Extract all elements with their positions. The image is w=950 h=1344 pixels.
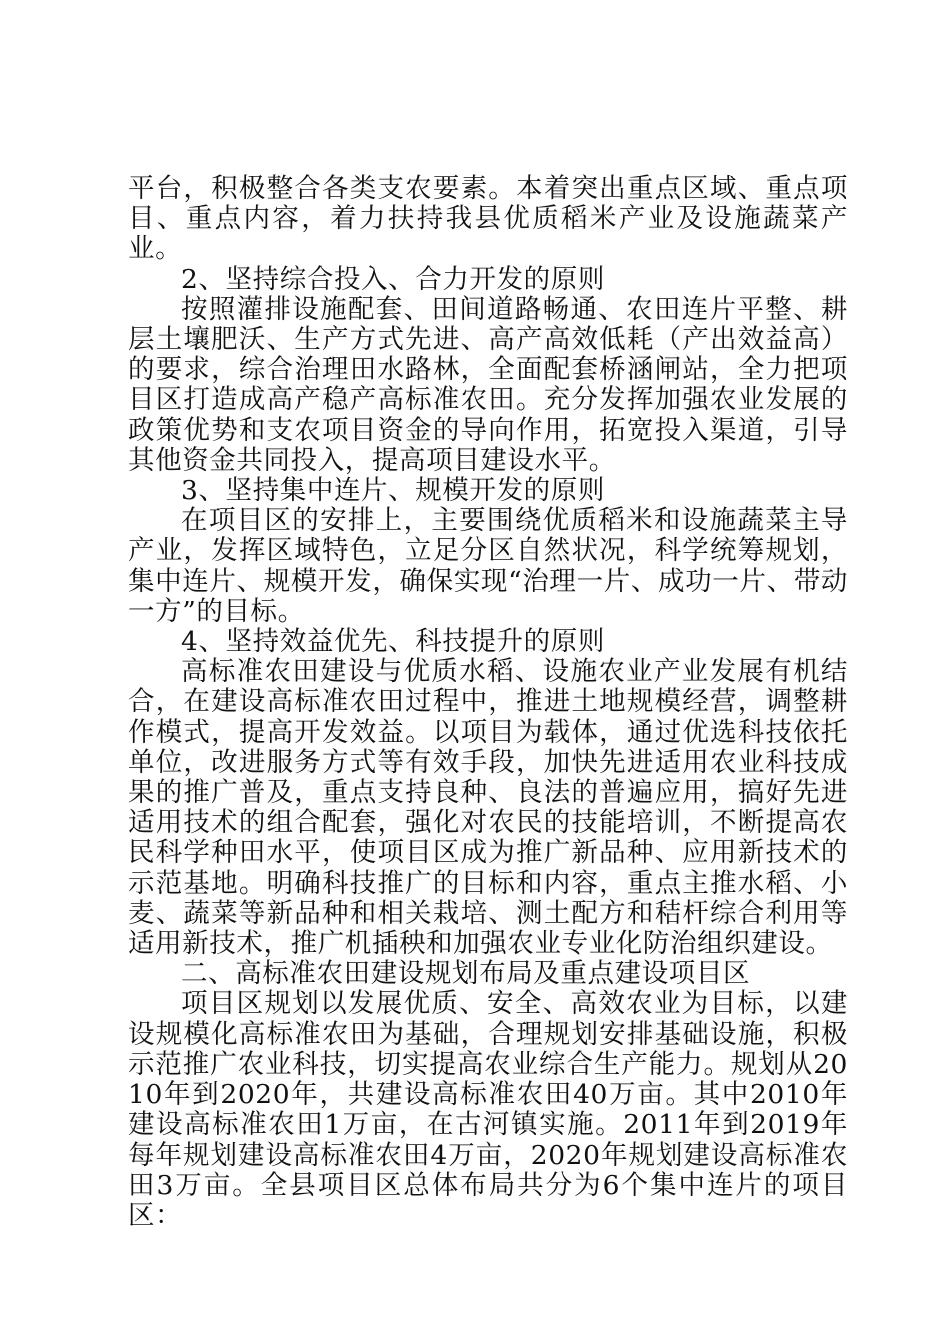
paragraph-project-area-planning: 项目区规划以发展优质、安全、高效农业为目标，以建设规模化高标准农田为基础，合理规划安排基础设施，积极示范推广农业科技，切实提高农业综合生产能力。规划从2010年到2020年，共建设高标准农田40万亩。其中2010年建设高标准农田1万亩，在古河镇实施。2011年到2019年每年规划建设高标准农田4万亩，2020年规划建设高标准农田3万亩。全县项目区总体布局共分为6个集中连片的项目区：	[128, 988, 848, 1231]
paragraph-concentrated-development: 在项目区的安排上，主要围绕优质稻米和设施蔬菜主导产业，发挥区域特色，立足分区自然状况，科学统筹规划，集中连片、规模开发，确保实现“治理一片、成功一片、带动一方”的目标。	[128, 505, 848, 627]
section-heading-4: 4、坚持效益优先、科技提升的原则	[181, 626, 605, 658]
document-body	[128, 174, 848, 1231]
section-heading-2: 2、坚持综合投入、合力开发的原则	[181, 263, 605, 295]
paragraph-continued: 平台，积极整合各类支农要素。本着突出重点区域、重点项目、重点内容，着力扶持我县优质稻米产业及设施蔬菜产业。	[128, 173, 848, 265]
paragraph-benefit-priority: 高标准农田建设与优质水稻、设施农业产业发展有机结合，在建设高标准农田过程中，推进土地规模经营，调整耕作模式，提高开发效益。以项目为载体，通过优选科技依托单位，改进服务方式等有效手段，加快先进适用农业科技成果的推广普及，重点支持良种、良法的普遍应用，搞好先进适用技术的组合配套，强化对农民的技能培训，不断提高农民科学种田水平，使项目区成为推广新品种、应用新技术的示范基地。明确科技推广的目标和内容，重点主推水稻、小麦、蔬菜等新品种和相关栽培、测土配方和秸杆综合利用等适用新技术，推广机插秧和加强农业专业化防治组织建设。	[128, 656, 848, 960]
section-heading-planning-layout: 二、高标准农田建设规划布局及重点建设项目区	[181, 958, 751, 990]
section-heading-3: 3、坚持集中连片、规模开发的原则	[181, 475, 605, 507]
paragraph-comprehensive-investment: 按照灌排设施配套、田间道路畅通、农田连片平整、耕层土壤肥沃、生产方式先进、高产高效低耗（产出效益高）的要求，综合治理田水路林，全面配套桥涵闸站，全力把项目区打造成高产稳产高标准农田。充分发挥加强农业发展的政策优势和支农项目资金的导向作用，拓宽投入渠道，引导其他资金共同投入，提高项目建设水平。	[128, 293, 848, 476]
